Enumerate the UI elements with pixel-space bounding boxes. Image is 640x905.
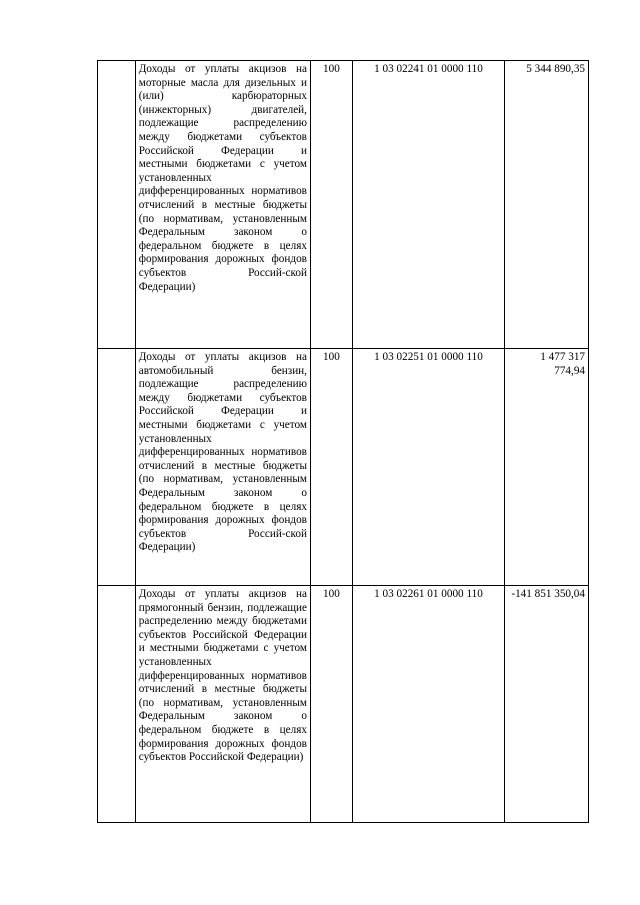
amount-cell: 1 477 317 774,94 xyxy=(505,349,589,586)
row-number-cell xyxy=(98,349,136,586)
amount-cell: -141 851 350,04 xyxy=(505,586,589,823)
table-row xyxy=(98,349,589,586)
budget-classification-code-cell: 1 03 02261 01 0000 110 xyxy=(352,586,504,823)
revenue-name-cell: Доходы от уплаты акцизов на моторные масла для дизельных и (или) карбюраторных (инжекторных) двигателей, подлежащие распределению между бюджетами субъектов Российской Федерации и местными бюджетами с учетом установленных дифференцированных нормативов отчислений в местные бюджеты (по нормативам, установленным Федеральным законом о федеральном бюджете в целях формирования дорожных фондов субъектов Россий-ской Федерации) xyxy=(135,61,310,349)
table-row xyxy=(98,61,589,349)
row-number-cell xyxy=(98,586,136,823)
administrator-code-cell: 100 xyxy=(310,586,352,823)
revenue-table xyxy=(97,60,589,823)
revenue-name-cell: Доходы от уплаты акцизов на автомобильный бензин, подлежащие распределению между бюджетами субъектов Российской Федерации и местными бюджетами с учетом установленных дифференцированных нормативов отчислений в местные бюджеты (по нормативам, установленным Федеральным законом о федеральном бюджете в целях формирования дорожных фондов субъектов Россий-ской Федерации) xyxy=(135,349,310,586)
table-row xyxy=(98,586,589,823)
budget-classification-code-cell: 1 03 02251 01 0000 110 xyxy=(352,349,504,586)
administrator-code-cell: 100 xyxy=(310,61,352,349)
row-number-cell xyxy=(98,61,136,349)
budget-classification-code-cell: 1 03 02241 01 0000 110 xyxy=(352,61,504,349)
amount-cell: 5 344 890,35 xyxy=(505,61,589,349)
administrator-code-cell: 100 xyxy=(310,349,352,586)
revenue-name-cell: Доходы от уплаты акцизов на прямогонный бензин, подлежащие распределению между бюджетами субъектов Российской Федерации и местными бюджетами с учетом установленных дифференцированных нормативов отчислений в местные бюджеты (по нормативам, установленным Федеральным законом о федеральном бюджете в целях формирования дорожных фондов субъектов Российской Федерации) xyxy=(135,586,310,823)
